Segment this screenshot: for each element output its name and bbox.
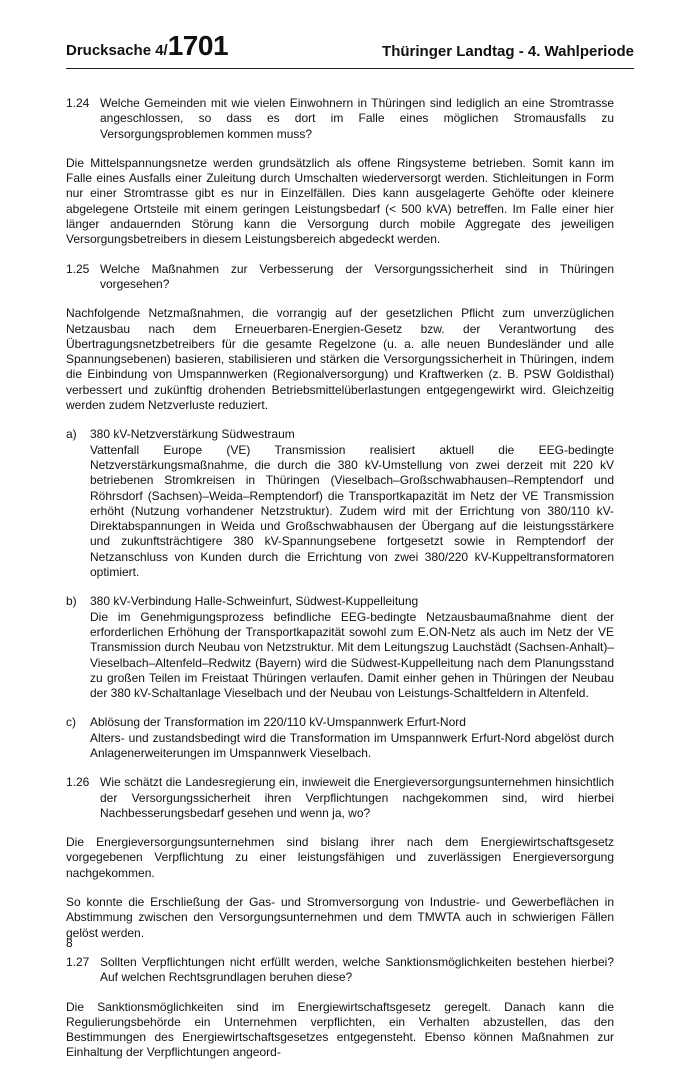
- answer-1-25: Nachfolgende Netzmaßnahmen, die vorrangig auf der gesetzlichen Pflicht zum unverzüglichen Netzausbau nach dem Erneuerbaren-Energien-Gesetz bzw. der Verantwortung des Übertragungsnetzbetreibers für die gesamte Regelzone (u. a. alle neuen Bundesländer und alle Spannungsebenen) basieren, stabilisieren und stärken die Versorgungssicherheit in Thüringen, indem die Einbindung von Umspannwerken (Regionalversorgung) und Kraftwerken (z. B. PSW Goldisthal) verbessert und zukünftig drohenden Betriebsmittelüberlastungen entgegengewirkt wird. Gleichzeitig werden zudem Netzverluste reduziert.: [66, 306, 614, 413]
- question-text: Welche Gemeinden mit wie vielen Einwohnern in Thüringen sind lediglich an eine Stromtrasse angeschlossen, so dass es dort im Falle eines möglichen Stromausfalls zu Versorgungsproblemen kommen muss?: [100, 96, 614, 141]
- measure-b: [66, 594, 614, 701]
- document-number-value: 1701: [167, 30, 229, 61]
- answer-1-26-part1: Die Energieversorgungsunternehmen sind bislang ihrer nach dem Energiewirtschaftsgesetz vorgegebenen Verpflichtung zu einer leistungsfähigen und zuverlässigen Energieversorgung nachgekommen.: [66, 835, 614, 880]
- question-number: 1.27: [66, 954, 90, 969]
- answer-1-26-part2: So konnte die Erschließung der Gas- und Stromversorgung von Industrie- und Gewerbeflächen in Abstimmung zwischen den Versorgungsunternehmen und dem TMWTA auch in schwierigen Fällen gelöst werden.: [66, 895, 614, 940]
- question-text: Wie schätzt die Landesregierung ein, inwieweit die Energieversorgungsunternehmen hinsichtlich der Versorgungssicherheit ihren Verpflichtungen nachgekommen sind, wird hierbei Nachbesserungsbedarf gesehen und wenn ja, wo?: [100, 775, 614, 820]
- question-text: Welche Maßnahmen zur Verbesserung der Versorgungssicherheit sind in Thüringen vorgesehen?: [100, 261, 614, 291]
- document-number: [66, 30, 228, 62]
- measure-label: a): [66, 427, 77, 442]
- page-number: 8: [66, 936, 73, 950]
- question-number: 1.24: [66, 96, 90, 110]
- measure-title: 380 kV-Verbindung Halle-Schweinfurt, Südwest-Kuppelleitung: [90, 594, 419, 609]
- page-header: [66, 28, 634, 69]
- measure-text: Die im Genehmigungsprozess befindliche EEG-bedingte Netzausbaumaßnahme dient der erforderlichen Erhöhung der Transportkapazität sowohl zum E.ON-Netz als auch im Netz der VE Transmission durch Neubau von Netzstruktur. Mit dem Leitungszug Lauchstädt (Sachsen-Anhalt)–Vieselbach–Altenfeld–Redwitz (Bayern) wird die Südwest-Kuppelleitung nach dem Planungsstand zu großen Teilen im Freistaat Thüringen verlaufen. Damit einher gehen in Thüringen der Neubau der 380 kV-Schaltanlage Vieselbach und der Neubau von Leistungs-Schaltfeldern in Altenfeld.: [90, 609, 614, 701]
- measure-a: [66, 427, 614, 580]
- measure-text: Alters- und zustandsbedingt wird die Transformation im Umspannwerk Erfurt-Nord abgelöst durch Anlagenerweiterungen im Umspannwerk Vieselbach.: [90, 730, 614, 760]
- measure-label: b): [66, 594, 77, 609]
- question-text: Sollten Verpflichtungen nicht erfüllt werden, welche Sanktionsmöglichkeiten bestehen hierbei? Auf welchen Rechtsgrundlagen beruhen diese?: [100, 954, 614, 985]
- document-body: [66, 96, 614, 1075]
- question-1-26: [66, 775, 614, 821]
- question-1-27: [66, 955, 614, 986]
- question-number: 1.26: [66, 775, 90, 790]
- measure-c: [66, 715, 614, 761]
- measure-text: Vattenfall Europe (VE) Transmission realisiert aktuell die EEG-bedingte Netzverstärkungsmaßnahme, die durch die 380 kV-Umstellung von zwei derzeit mit 220 kV betriebenen Stromkreisen in Thüringen (Vieselbach–Großschwabhausen–Remptendorf und Röhrsdorf (Sachsen)–Weida–Remptendorf) die Transportkapazität im Netz der VE Transmission erhöht (Nutzung vorhandener Netzstruktur). Zudem wird mit der Errichtung von 380/110 kV-Direktabspannungen in Weida und Großschwabhausen der Übergang auf die leistungsstärkere und zukunftsträchtigere 380 kV-Spannungsebene fortgesetzt sowie in Remptendorf der Netzanschluss von Kunden durch die Errichtung von zwei 380/220 kV-Kuppeltransformatoren optimiert.: [90, 442, 614, 580]
- answer-1-27: Die Sanktionsmöglichkeiten sind im Energiewirtschaftsgesetz geregelt. Danach kann die Regulierungsbehörde ein Unternehmen verpflichten, ein Verhalten abzustellen, das den Bestimmungen des Energiewirtschaftsgesetzes entgegensteht. Ebenso können Maßnahmen zur Einhaltung der Verpflichtungen angeord-: [66, 999, 614, 1060]
- answer-1-24: Die Mittelspannungsnetze werden grundsätzlich als offene Ringsysteme betrieben. Somit kann im Falle eines Ausfalls einer Zuleitung durch Umschalten wiederversorgt werden. Stichleitungen in Form nur einer Stromtrasse gibt es nur in Einzelfällen. Dies kann ausgelagerte Gehöfte oder kleinere abgelegene Ortsteile mit einem geringen Leistungsbedarf (< 500 kVA) betreffen. Im Falle einer hier länger andauernden Störung kann die Versorgung durch mobile Aggregate des jeweiligen Versorgungsbetreibers in diesem Leistungsbereich abgedeckt werden.: [66, 155, 614, 247]
- question-1-25: [66, 262, 614, 293]
- parliament-title: Thüringer Landtag - 4. Wahlperiode: [382, 43, 634, 60]
- question-number: 1.25: [66, 261, 90, 276]
- document-number-prefix: Drucksache 4/: [66, 42, 168, 59]
- measure-label: c): [66, 715, 76, 730]
- measure-title: 380 kV-Netzverstärkung Südwestraum: [90, 427, 295, 442]
- measure-title: Ablösung der Transformation im 220/110 kV-Umspannwerk Erfurt-Nord: [90, 715, 466, 730]
- question-1-24: [66, 96, 614, 142]
